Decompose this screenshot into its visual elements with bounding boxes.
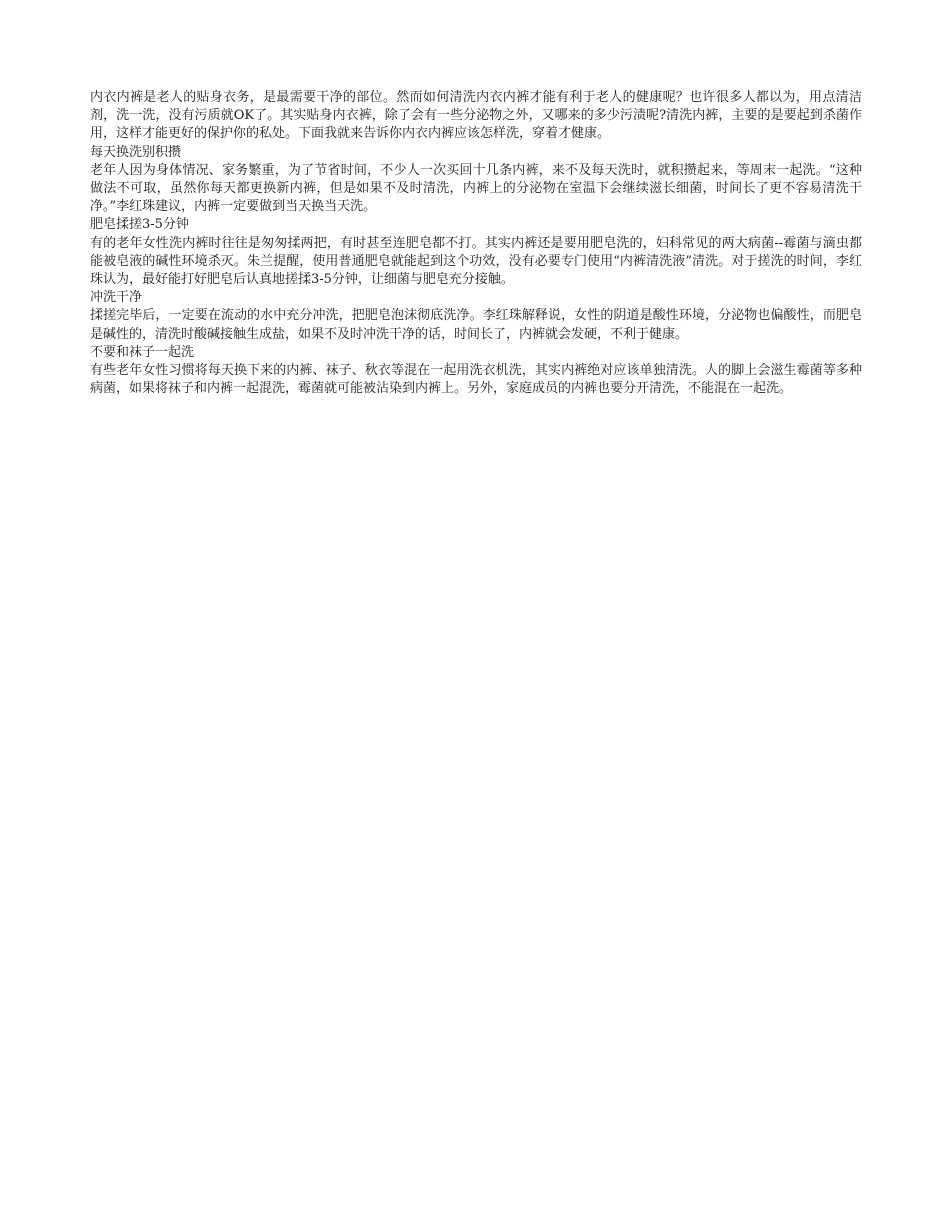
intro-paragraph: 内衣内裤是老人的贴身衣务，是最需要干净的部位。然而如何清洗内衣内裤才能有利于老人的健康呢？也许很多人都以为，用点清洁剂，洗一洗，没有污质就OK了。其实贴身内衣裤，除了会有一些分泌物之外，又哪来的多少污渍呢?清洗内裤，主要的是要起到杀菌作用，这样才能更好的保护你的私处。下面我就来告诉你内衣内裤应该怎样洗，穿着才健康。 [90, 90, 862, 142]
document-body [90, 89, 862, 398]
section-paragraph-soap-rub: 有的老年女性洗内裤时往往是匆匆揉两把，有时甚至连肥皂都不打。其实内裤还是要用肥皂洗的，妇科常见的两大病菌--霉菌与滴虫都能被皂液的碱性环境杀灭。朱兰提醒，使用普通肥皂就能起到这个功效，没有必要专门使用“内裤清洗液”清洗。对于搓洗的时间，李红珠认为，最好能打好肥皂后认真地搓揉3-5分钟，让细菌与肥皂充分接触。 [90, 235, 862, 288]
section-heading-daily-wash: 每天换洗别积攒 [90, 144, 182, 160]
section-heading-soap-rub: 肥皂揉搓3-5分钟 [90, 217, 189, 233]
section-heading-rinse: 冲洗干净 [90, 290, 143, 306]
section-heading-separate-socks: 不要和袜子一起洗 [90, 344, 195, 360]
section-paragraph-rinse: 揉搓完毕后，一定要在流动的水中充分冲洗，把肥皂泡沫彻底洗净。李红珠解释说，女性的阴道是酸性环境，分泌物也偏酸性，而肥皂是碱性的，清洗时酸碱接触生成盐，如果不及时冲洗干净的话，时间长了，内裤就会发硬，不利于健康。 [90, 308, 862, 342]
section-paragraph-separate-socks: 有些老年女性习惯将每天换下来的内裤、袜子、秋衣等混在一起用洗衣机洗，其实内裤绝对应该单独清洗。人的脚上会滋生霉菌等多种病菌，如果将袜子和内裤一起混洗，霉菌就可能被沾染到内裤上。另外，家庭成员的内裤也要分开清洗，不能混在一起洗。 [90, 363, 862, 397]
section-paragraph-daily-wash: 老年人因为身体情况、家务繁重，为了节省时间，不少人一次买回十几条内裤，来不及每天洗时，就积攒起来，等周末一起洗。“这种做法不可取，虽然你每天都更换新内裤，但是如果不及时清洗，内裤上的分泌物在室温下会继续滋长细菌，时间长了更不容易清洗干净。”李红珠建议，内裤一定要做到当天换当天洗。 [90, 162, 862, 215]
